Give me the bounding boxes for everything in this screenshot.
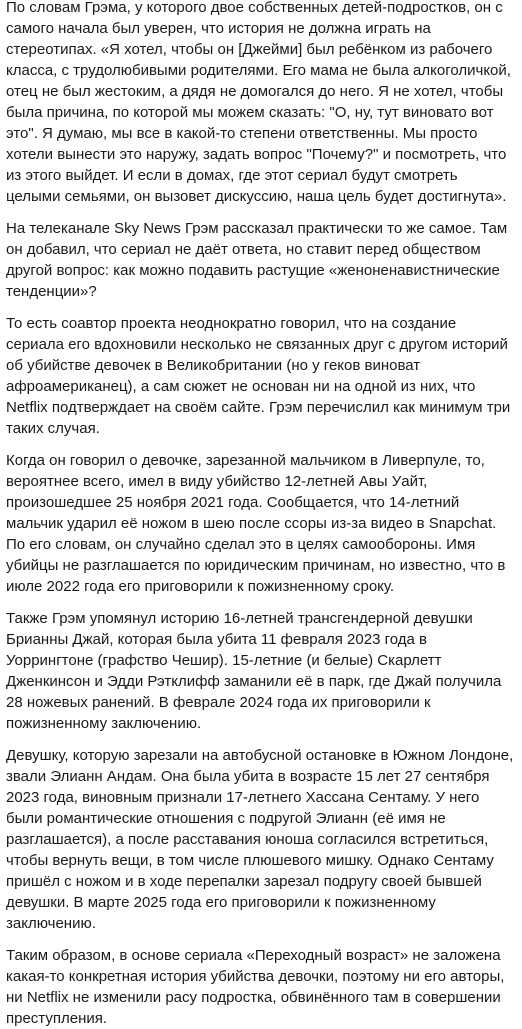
paragraph: То есть соавтор проекта неоднократно говорил, что на создание сериала его вдохновили несколько не связанных друг с другом историй об убийстве девочек в Великобритании (но у геков виноват афроамериканец), а сам сюжет не основан ни на одной из них, что Netflix подтверждает на своём сайте. Грэм перечислил как минимум три таких случая. bbox=[6, 315, 511, 437]
paragraph: Также Грэм упомянул историю 16-летней трансгендерной девушки Брианны Джай, которая была убита 11 февраля 2023 года в Уоррингтоне (графство Чешир). 15-летние (и белые) Скарлетт Дженкинсон и Эдди Рэтклифф заманили её в парк, где Джай получила 28 ножевых ранений. В феврале 2024 года их приговорили к пожизненному заключению. bbox=[6, 610, 502, 732]
paragraph: Когда он говорил о девочке, зарезанной мальчиком в Ливерпуле, то, вероятнее всего, имел в виду убийство 12-летней Авы Уайт, произошедшее 25 ноября 2021 года. Сообщается, что 14-летний мальчик ударил её ножом в шею после ссоры из-за видео в Snapchat. По его словам, он случайно сделал это в целях самообороны. Имя убийцы не разглашается по юридическим причинам, но известно, что в июле 2022 года его приговорили к пожизненному сроку. bbox=[6, 452, 506, 595]
paragraph: Девушку, которую зарезали на автобусной остановке в Южном Лондоне, звали Элианн Андам. Она была убита в возрасте 15 лет 27 сентября 2023 года, виновным признали 17-летнего Хассана Сентаму. У него были романтические отношения с подругой Элианн (её имя не разглашается), а после расставания юноша согласился встретиться, чтобы вернуть вещи, в том числе плюшевого мишку. Однако Сентаму пришёл с ножом и в ходе перепалки зарезал подругу своей бывшей девушки. В марте 2025 года его приговорили к пожизненному заключению. bbox=[6, 747, 514, 932]
paragraph: Таким образом, в основе сериала «Переходный возраст» не заложена какая-то конкретная история убийства девочки, поэтому ни его авторы, ни Netflix не изменили расу подростка, обвинённого там в совершении преступления. bbox=[6, 947, 505, 1027]
paragraph: По словам Грэма, у которого двое собственных детей-подростков, он с самого начала был уверен, что история не должна играть на стереотипах. «Я хотел, чтобы он [Джейми] был ребёнком из рабочего класса, с трудолюбивыми родителями. Его мама не была алкоголичкой, отец не был жестоким, а дядя не домогался до него. Я не хотел, чтобы была причина, по которой мы можем сказать: "О, ну, тут виновато вот это". Я думаю, мы все в какой-то степени ответственны. Мы просто хотели вынести это наружу, задать вопрос "Почему?" и посмотреть, что из этого выйдет. И если в домах, где этот сериал будут смотреть целыми семьями, он вызовет дискуссию, наша цель будет достигнута». bbox=[6, 0, 511, 205]
paragraph: На телеканале Sky News Грэм рассказал практически то же самое. Там он добавил, что сериал не даёт ответа, но ставит перед обществом другой вопрос: как можно подавить растущие «женоненавистнические тенденции»? bbox=[6, 220, 508, 300]
